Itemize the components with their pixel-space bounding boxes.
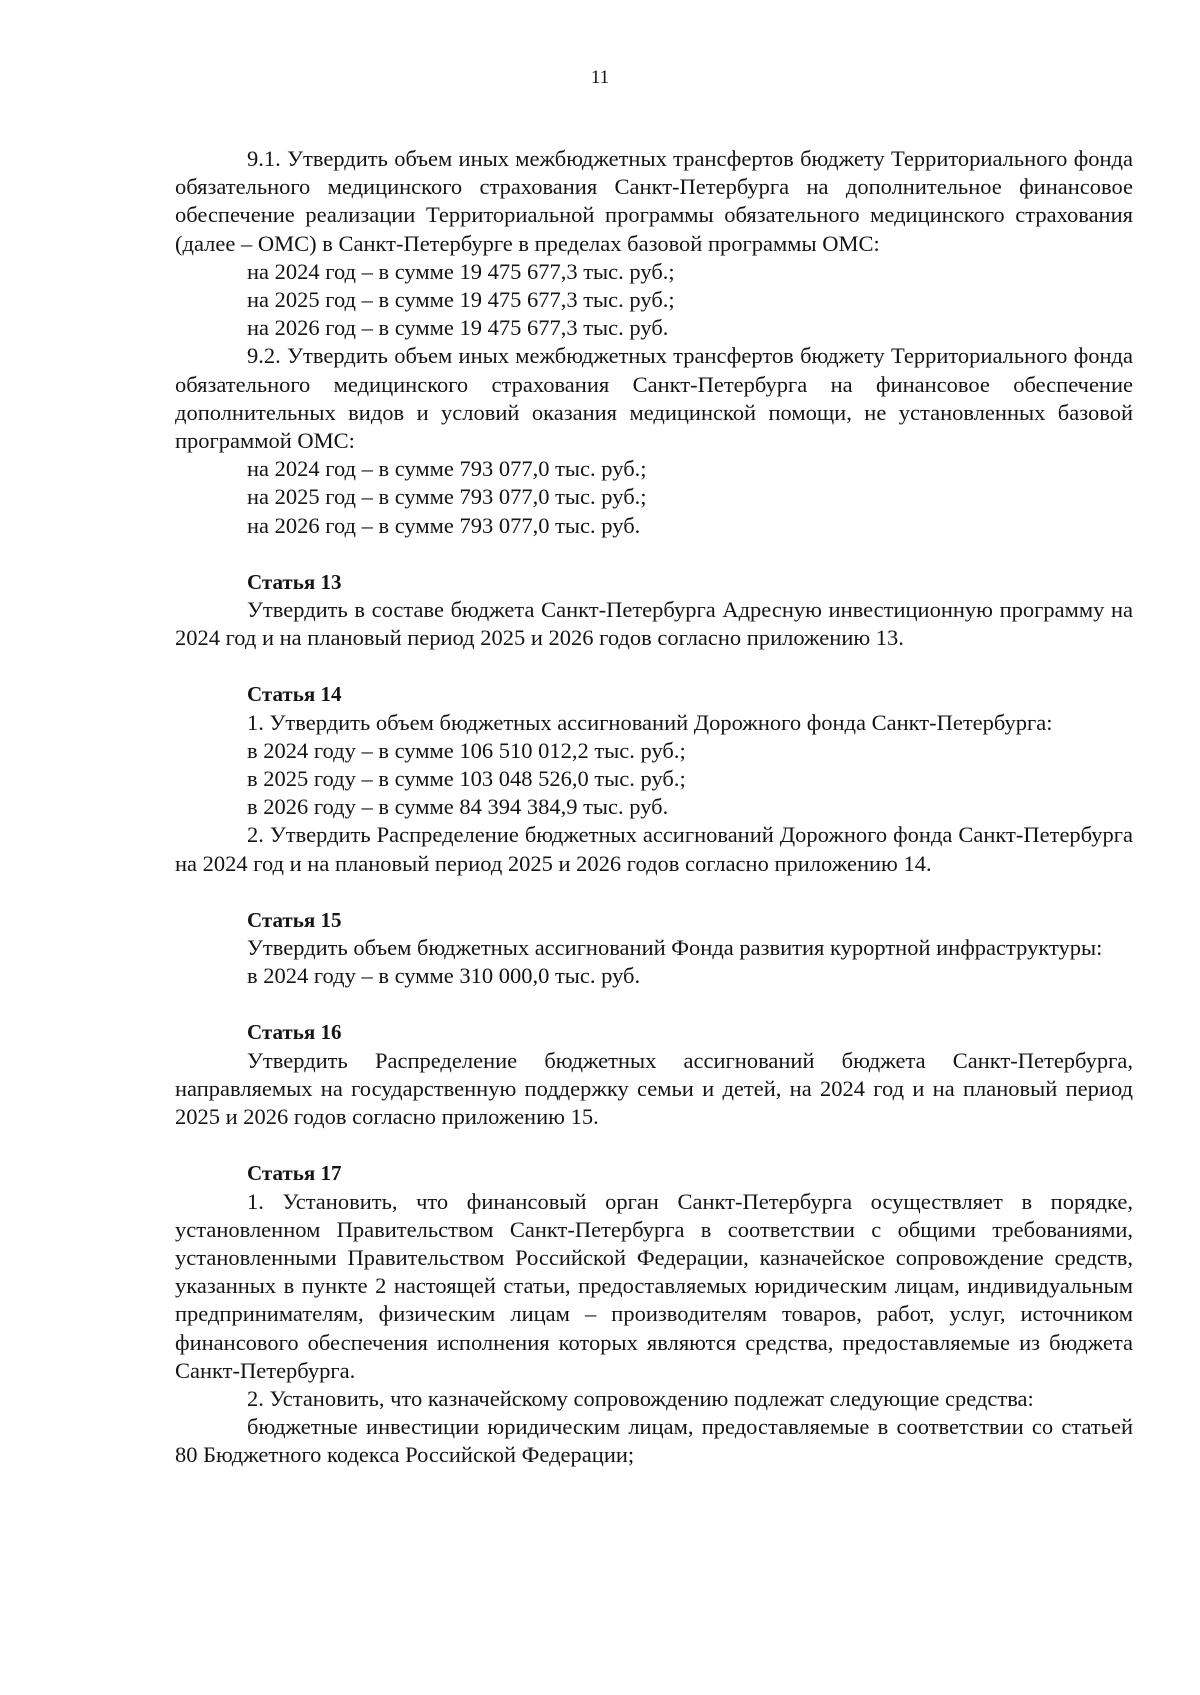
article-17-point-2-item: бюджетные инвестиции юридическим лицам, предоставляемые в соответствии со статьей 80 Бюджетного кодекса Российской Федерации;	[175, 1414, 1133, 1468]
article-17-title: Статья 17	[247, 1161, 342, 1186]
article-16-text: Утвердить Распределение бюджетных ассигнований бюджета Санкт-Петербурга, направляемых на государственную поддержку семьи и детей, на 2024 год и на плановый период 2025 и 2026 годов согласно приложению 15.	[175, 1047, 1133, 1130]
article-14-line-2025: в 2025 году – в сумме 103 048 526,0 тыс. руб.;	[247, 766, 686, 792]
section-9-1-line-2026: на 2026 год – в сумме 19 475 677,3 тыс. руб.	[247, 315, 669, 341]
article-13-text: Утвердить в составе бюджета Санкт-Петербурга Адресную инвестиционную программу на 2024 год и на плановый период 2025 и 2026 годов согласно приложению 13.	[175, 597, 1133, 651]
document-body	[175, 145, 1133, 1470]
article-14-line-2026: в 2026 году – в сумме 84 394 384,9 тыс. руб.	[247, 794, 669, 820]
section-9-2-line-2024: на 2024 год – в сумме 793 077,0 тыс. руб.;	[247, 456, 647, 482]
section-9-2-intro: 9.2. Утвердить объем иных межбюджетных трансфертов бюджету Территориального фонда обязательного медицинского страхования Санкт-Петербурга на финансовое обеспечение дополнительных видов и условий оказания медицинской помощи, не установленных базовой программой ОМС:	[175, 343, 1133, 454]
spacer	[175, 1131, 1133, 1159]
section-9-2-line-2025: на 2025 год – в сумме 793 077,0 тыс. руб.;	[247, 484, 647, 510]
article-13-title: Статья 13	[247, 569, 342, 594]
spacer	[175, 878, 1133, 906]
spacer	[175, 652, 1133, 680]
article-15-line-2024: в 2024 году – в сумме 310 000,0 тыс. руб.	[247, 963, 641, 989]
article-15-text: Утвердить объем бюджетных ассигнований Фонда развития курортной инфраструктуры:	[247, 935, 1103, 961]
section-9-2-line-2026: на 2026 год – в сумме 793 077,0 тыс. руб.	[247, 512, 641, 538]
spacer	[175, 540, 1133, 568]
section-9-1-line-2025: на 2025 год – в сумме 19 475 677,3 тыс. руб.;	[247, 287, 675, 313]
article-15-title: Статья 15	[247, 907, 342, 932]
spacer	[175, 990, 1133, 1018]
page-number: 11	[590, 67, 610, 88]
article-17-point-2: 2. Установить, что казначейскому сопровождению подлежат следующие средства:	[247, 1385, 1034, 1411]
section-9-1-intro: 9.1. Утвердить объем иных межбюджетных трансфертов бюджету Территориального фонда обязательного медицинского страхования Санкт-Петербурга на дополнительное финансовое обеспечение реализации Территориальной программы обязательного медицинского страхования (далее – ОМС) в Санкт-Петербурге в пределах базовой программы ОМС:	[175, 146, 1133, 256]
article-14-point-1: 1. Утвердить объем бюджетных ассигнований Дорожного фонда Санкт-Петербурга:	[247, 709, 1053, 735]
section-9-1-line-2024: на 2024 год – в сумме 19 475 677,3 тыс. руб.;	[247, 258, 675, 284]
article-14-point-2: 2. Утвердить Распределение бюджетных ассигнований Дорожного фонда Санкт-Петербурга на 2024 год и на плановый период 2025 и 2026 годов согласно приложению 14.	[175, 822, 1133, 876]
article-14-title: Статья 14	[247, 682, 342, 707]
article-14-line-2024: в 2024 году – в сумме 106 510 012,2 тыс. руб.;	[247, 737, 686, 763]
article-16-title: Статья 16	[247, 1020, 342, 1045]
article-17-point-1: 1. Установить, что финансовый орган Санкт-Петербурга осуществляет в порядке, установленном Правительством Санкт-Петербурга в соответствии с общими требованиями, установленными Правительством Российской Федерации, казначейское сопровождение средств, указанных в пункте 2 настоящей статьи, предоставляемых юридическим лицам, индивидуальным предпринимателям, физическим лицам – производителям товаров, работ, услуг, источником финансового обеспечения исполнения которых являются средства, предоставляемые из бюджета Санкт-Петербурга.	[175, 1188, 1133, 1383]
